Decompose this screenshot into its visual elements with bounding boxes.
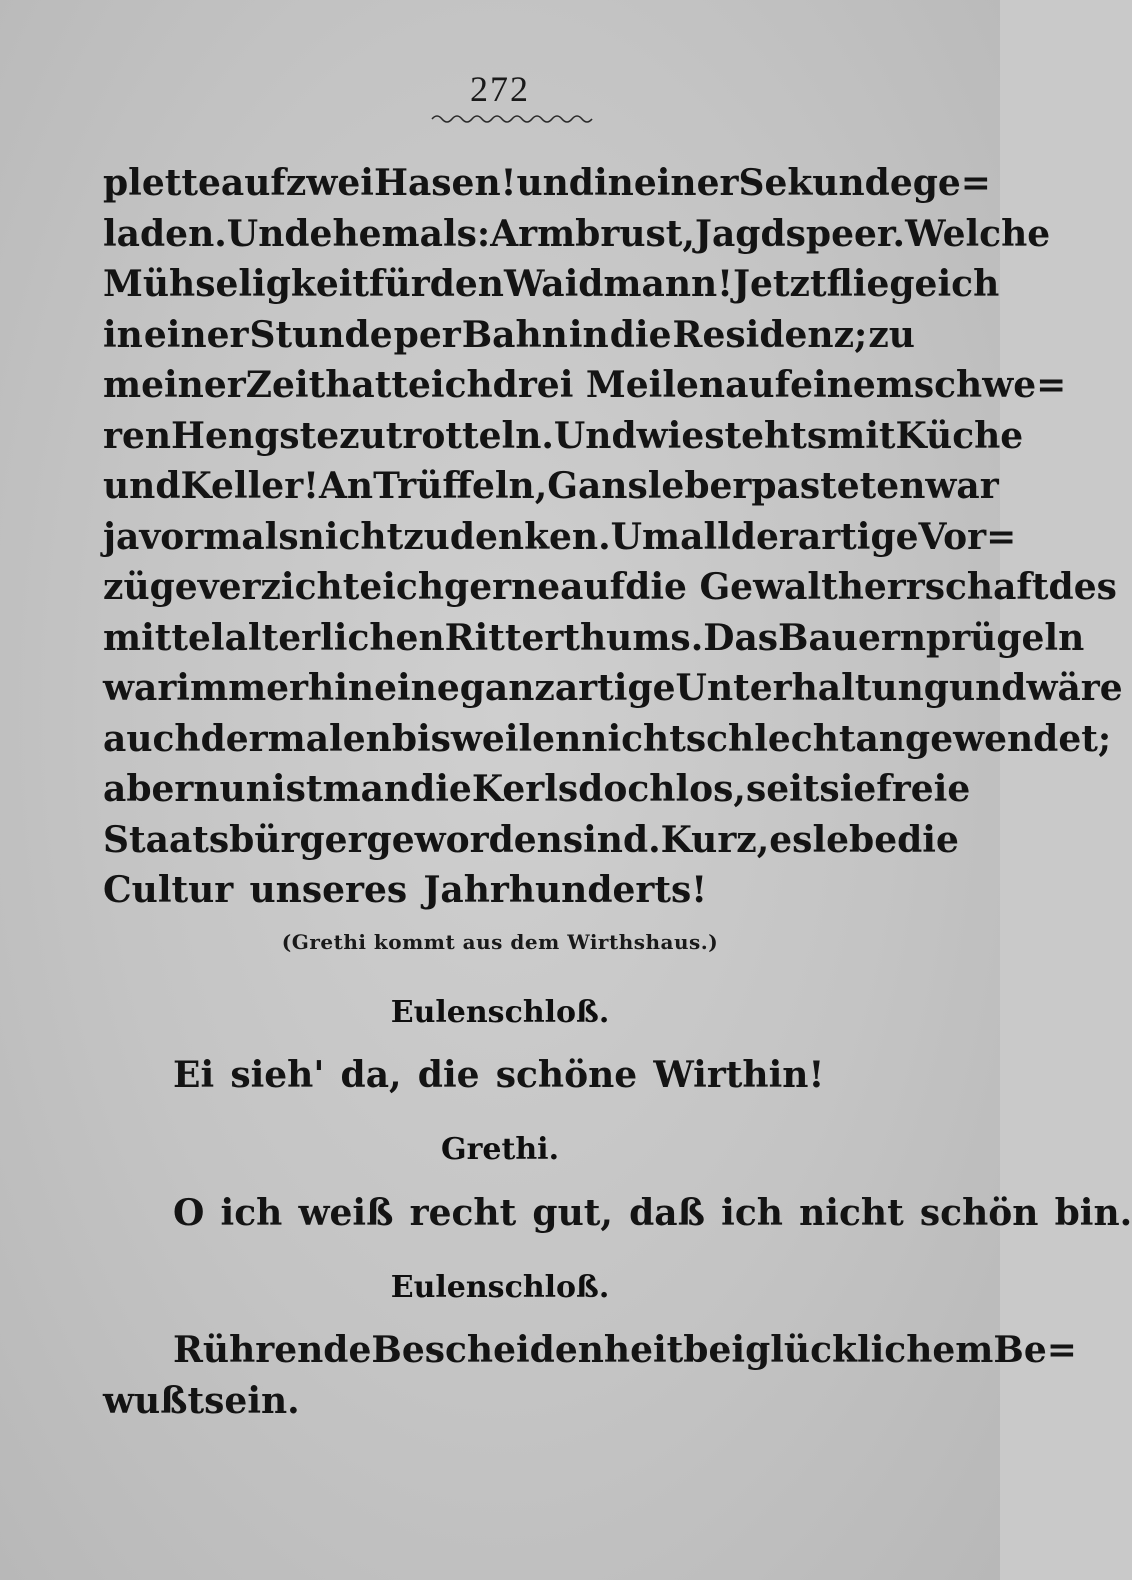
text-line [103,209,1051,260]
word: Bauernprügeln [778,616,1085,659]
word: zu [339,414,386,457]
word: Mühseligkeit [103,263,370,305]
word: plette [103,162,221,204]
word: nicht [298,515,404,558]
word: bin. [1054,1192,1132,1234]
word: ich [382,566,445,608]
text-line [103,663,1123,714]
word: lebe [812,818,898,861]
speech [103,1325,1077,1426]
word: denken. [449,515,611,558]
word: Stunde [249,313,393,356]
word: Staatsbürger [103,818,367,861]
word: mit [827,414,896,457]
word: stehts [704,414,828,457]
word: Gansleberpasteten [547,465,926,507]
word: An [318,465,374,507]
word: Ei [173,1054,215,1096]
text-line [103,1050,915,1101]
word: Residenz; [672,313,868,356]
word: recht [409,1192,517,1234]
word: Kerls [471,768,579,810]
word: war [925,465,999,507]
word: und [948,667,1027,709]
word: Welche [905,212,1051,255]
word: Jagdspeer. [694,212,906,255]
word: drei Meilen [492,364,726,406]
word: vormals [139,515,299,558]
page-number: 272 [470,69,530,109]
word: sind. [562,818,661,861]
word: es [769,818,813,861]
word: Um [610,515,681,558]
word: züge [103,566,198,608]
word: derartige [730,515,919,558]
word: Kurz, [660,818,770,861]
text-line [103,865,915,916]
word: des [1048,566,1117,608]
word: wäre [1026,667,1123,709]
word: schwe= [913,364,1067,406]
speaker-name: Grethi. [440,1132,560,1167]
word: da, [340,1054,402,1096]
word: Hasen! [373,162,517,204]
word: die [410,768,472,810]
word: in [568,313,609,356]
word: einer [143,313,249,356]
word: bisweilen [391,717,582,760]
word: per [393,313,461,356]
word: einer [633,162,739,204]
word: meiner [103,364,246,406]
word: die [417,1054,480,1096]
word: und [516,162,594,204]
word: gerne [444,566,561,608]
word: hatte [325,364,431,406]
word: mittelalterlichen [103,616,445,659]
word: in [103,313,143,356]
word: nicht [581,717,686,760]
word: Rührende [173,1329,372,1371]
word: wie [636,414,705,457]
word: sieh' [230,1054,325,1096]
word: Jahrhunderts! [423,869,708,911]
text-line [103,1188,1132,1239]
word: auf [560,566,626,608]
word: Unterhaltung [675,667,949,709]
text-line [103,764,971,815]
word: O [173,1192,205,1234]
text-line [103,259,1000,310]
wavy-rule-ornament [430,112,590,126]
word: Cultur [103,869,234,911]
text-line [103,815,959,866]
speaker-name: Eulenschloß. [390,1270,610,1305]
word: eine [374,667,460,709]
text-line [103,1376,915,1427]
text-line [103,562,1117,613]
word: doch [578,768,676,810]
word: Waidmann! [503,263,733,305]
word: die [609,313,672,356]
text-line [103,158,991,209]
word: auf [725,364,791,406]
text-line [103,613,1085,664]
word: Jetzt [732,263,827,305]
word: ge= [912,162,991,204]
word: weiß [298,1192,394,1234]
word: geworden [366,818,563,861]
word: war [103,667,177,709]
word: Zeit [245,364,326,406]
word: Vor= [918,515,1017,558]
word: unseres [249,869,408,911]
word: Wirthin! [653,1054,825,1096]
body-text [103,158,1123,916]
word: Be= [993,1329,1077,1371]
word: ich [220,1192,283,1234]
word: artige [554,667,676,709]
word: den [429,263,504,305]
word: zu [868,313,915,356]
word: auch [103,717,201,760]
word: wußtsein. [103,1379,300,1422]
word: zwei [285,162,374,204]
word: Und [226,212,310,255]
word: schöne [495,1054,638,1096]
word: schön [919,1192,1039,1234]
word: los, [675,768,746,810]
word: laden. [103,212,227,255]
word: dermalen [200,717,392,760]
word: seit [745,768,820,810]
text-line [103,714,1112,765]
word: Armbrust, [490,212,695,255]
word: für [369,263,430,305]
word: nicht [799,1192,904,1234]
word: Bahn [461,313,568,356]
word: immerhin [176,667,375,709]
word: daß [629,1192,705,1234]
word: aber [103,768,194,810]
text-line [103,461,999,512]
word: ja [103,515,140,558]
word: nun [193,768,272,810]
word: bei [683,1329,746,1371]
word: angewendet; [855,717,1112,760]
text-line [103,411,1024,462]
word: ehemals: [309,212,491,255]
word: freie [876,768,971,810]
word: ist [271,768,323,810]
word: ich [721,1192,783,1234]
word: all [680,515,731,558]
word: Bescheidenheit [371,1329,684,1371]
text-line [103,310,915,361]
word: verzichte [197,566,383,608]
word: ren [103,414,172,457]
word: einem [790,364,914,406]
word: Sekunde [738,162,913,204]
word: Hengste [171,414,340,457]
word: zu [403,515,450,558]
word: ich [430,364,493,406]
word: sie [819,768,877,810]
word: ganz [459,667,555,709]
speech [103,1188,1132,1239]
word: fliege [826,263,938,305]
stage-direction: (Grethi kommt aus dem Wirthshaus.) [281,930,719,954]
word: Das [703,616,779,659]
word: gut, [532,1192,613,1234]
word: Keller! [180,465,319,507]
word: schlecht [685,717,856,760]
word: Küche [895,414,1024,457]
word: die [897,818,959,861]
word: ich [937,263,1000,305]
word: man [322,768,411,810]
text-line [103,1325,1077,1376]
word: Trüffeln, [373,465,548,507]
word: trotteln. [385,414,554,457]
speech [103,1050,915,1101]
word: auf [220,162,286,204]
word: glücklichem [745,1329,994,1371]
text-line [103,512,1017,563]
speaker-name: Eulenschloß. [390,995,610,1030]
word: die Gewaltherrschaft [625,566,1049,608]
text-line [103,360,1067,411]
word: und [103,465,181,507]
word: in [593,162,634,204]
word: Und [553,414,637,457]
word: Ritterthums. [444,616,704,659]
